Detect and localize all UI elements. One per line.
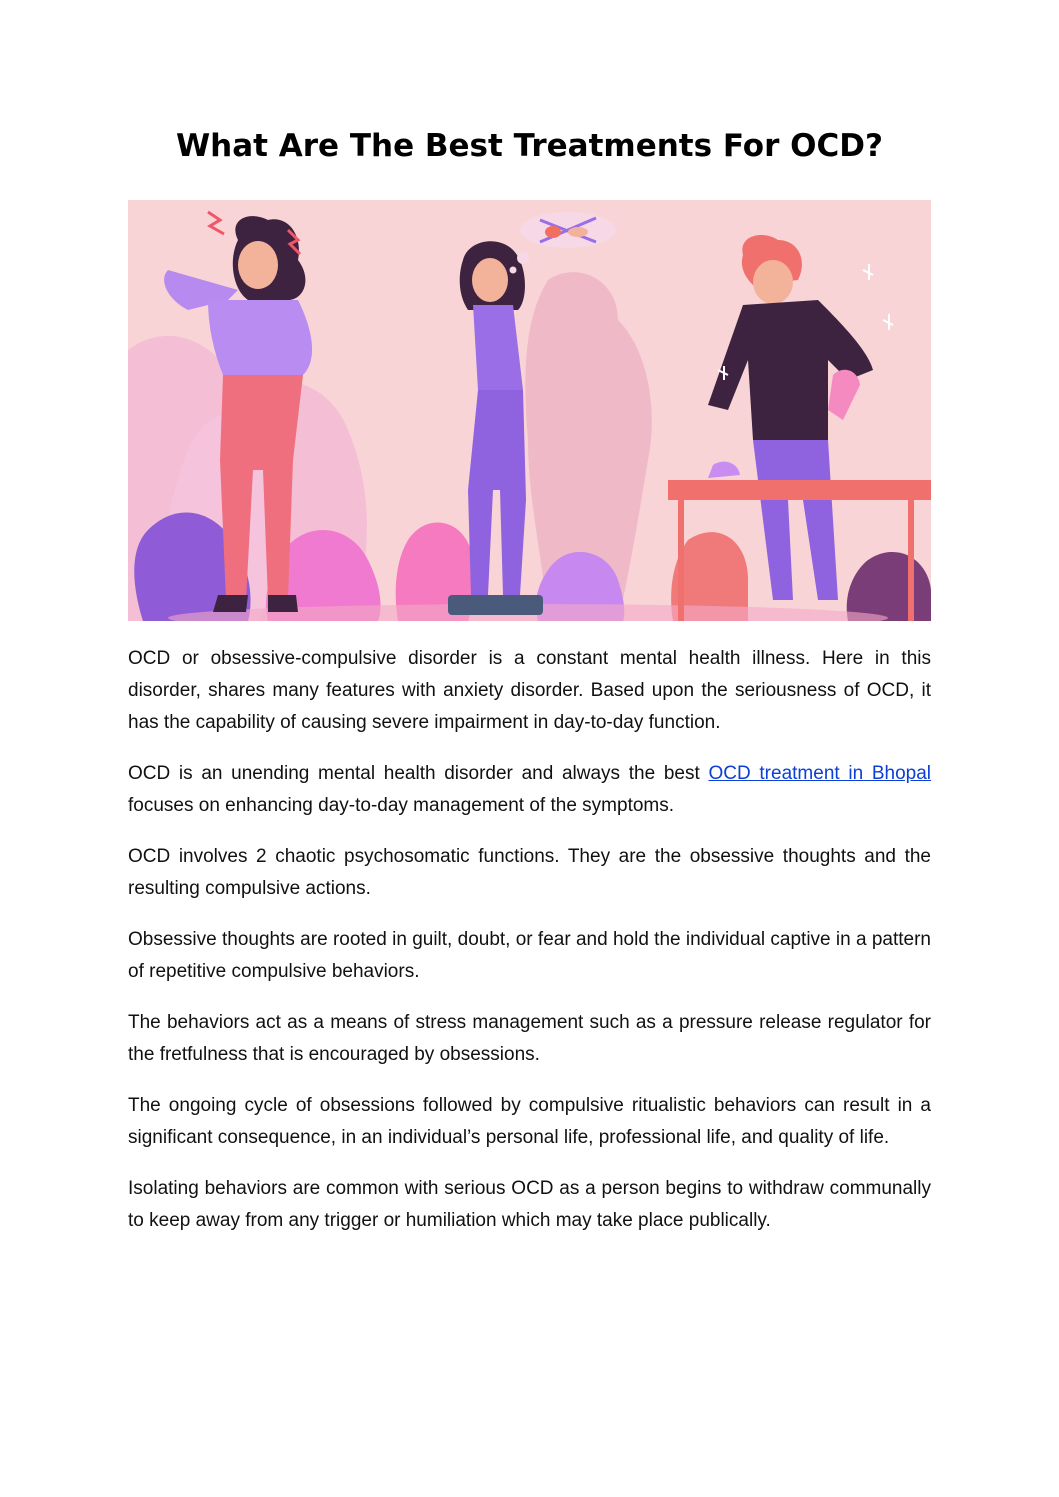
paragraph-1: OCD or obsessive-compulsive disorder is a constant mental health illness. Here in this disorder, shares many features with anxiety disorder. Based upon the seriousness of OCD, it has the capability of causing severe impairment in day-to-day function. [128,648,931,733]
paragraph-5: The behaviors act as a means of stress management such as a pressure release regulator for the fretfulness that is encouraged by obsessions. [128,1012,931,1065]
paragraph-3: OCD involves 2 chaotic psychosomatic functions. They are the obsessive thoughts and the resulting compulsive actions. [128,846,931,899]
article-body [128,643,931,1256]
paragraph-2-after: focuses on enhancing day-to-day management of the symptoms. [128,795,675,816]
bg-blob-right-dark [847,552,931,621]
page-title: What Are The Best Treatments For OCD? [175,128,883,164]
paragraph-7: Isolating behaviors are common with serious OCD as a person begins to withdraw communally to keep away from any trigger or humiliation which may take place publically. [128,1178,931,1231]
paragraph-2 [128,758,931,822]
paragraph-2-before: OCD is an unending mental health disorder and always the best [128,763,709,784]
ocd-illustration [128,200,931,621]
paragraph-4: Obsessive thoughts are rooted in guilt, doubt, or fear and hold the individual captive in a pattern of repetitive compulsive behaviors. [128,929,931,982]
paragraph-6: The ongoing cycle of obsessions followed by compulsive ritualistic behaviors can result in a significant consequence, in an individual’s personal life, professional life, and quality of life. [128,1095,931,1148]
ocd-treatment-link[interactable]: OCD treatment in Bhopal [708,763,932,784]
